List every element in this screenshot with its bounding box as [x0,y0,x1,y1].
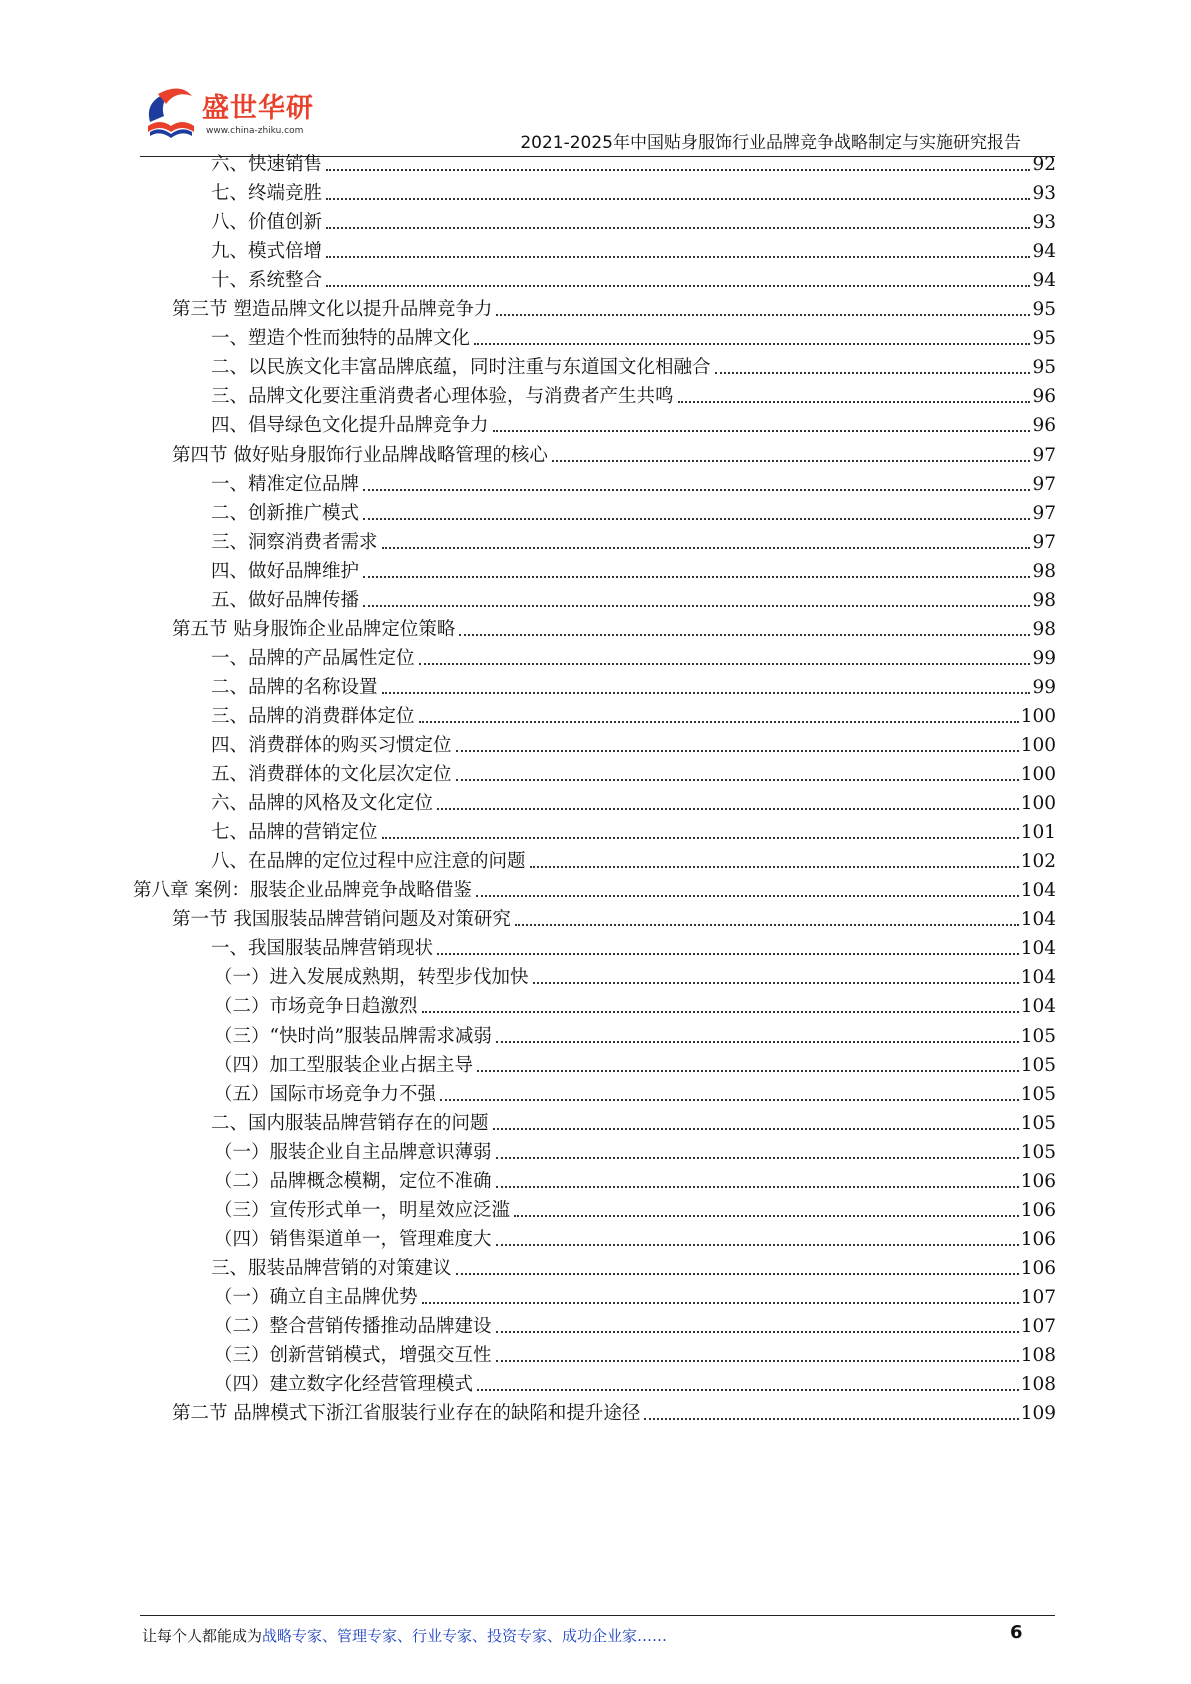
toc-entry-page: 100 [1020,764,1056,786]
toc-dot-leader [477,1389,1019,1391]
toc-dot-leader [419,721,1019,723]
toc-dot-leader [382,692,1031,694]
footer-slogan [142,1625,667,1646]
toc-entry[interactable] [214,1221,1056,1252]
toc-entry[interactable] [211,727,1056,758]
toc-dot-leader [477,1070,1019,1072]
toc-entry-page: 98 [1032,589,1056,611]
toc-entry-title: 二、品牌的名称设置 [211,676,378,698]
toc-entry-page: 105 [1020,1054,1056,1076]
toc-entry-page: 93 [1032,212,1056,234]
toc-entry-title: 三、品牌文化要注重消费者心理体验，与消费者产生共鸣 [211,386,674,408]
toc-entry-title: 第四节 做好贴身服饰行业品牌战略管理的核心 [172,444,548,466]
toc-entry[interactable] [214,1192,1056,1223]
toc-entry-title: （四）加工型服装企业占据主导 [214,1054,474,1076]
toc-entry-page: 94 [1032,270,1056,292]
book-swoosh-logo-icon [140,82,202,144]
toc-entry-title: 六、快速销售 [211,154,323,175]
toc-entry-title: 八、价值创新 [211,212,323,234]
toc-entry-page: 98 [1032,618,1056,640]
toc-entry-page: 95 [1032,357,1056,379]
toc-entry-page: 98 [1032,560,1056,582]
toc-entry-title: 一、我国服装品牌营销现状 [211,938,434,960]
toc-entry-page: 102 [1020,851,1056,873]
toc-entry[interactable] [214,1163,1056,1194]
toc-entry-title: 八、在品牌的定位过程中应注意的问题 [211,851,526,873]
toc-dot-leader [715,372,1031,374]
toc-dot-leader [382,837,1019,839]
toc-dot-leader [363,576,1030,578]
toc-entry-page: 109 [1020,1403,1056,1425]
toc-entry[interactable] [211,204,1056,235]
toc-entry-page: 95 [1032,328,1056,350]
toc-entry-page: 106 [1020,1257,1056,1279]
toc-entry[interactable] [211,262,1056,293]
toc-dot-leader [326,169,1030,171]
toc-entry-page: 104 [1020,880,1056,902]
toc-entry-page: 95 [1032,299,1056,321]
toc-entry-page: 104 [1020,967,1056,989]
toc-dot-leader [678,401,1031,403]
toc-entry-title: 四、倡导绿色文化提升品牌竞争力 [211,415,489,437]
toc-entry-page: 97 [1032,473,1056,495]
toc-dot-leader [326,256,1030,258]
toc-dot-leader [496,1244,1019,1246]
toc-entry[interactable] [214,1018,1056,1049]
toc-entry[interactable] [214,1279,1056,1310]
toc-entry-title: 五、做好品牌传播 [211,589,360,611]
brand-url: www.china-zhiku.com [206,126,304,136]
toc-entry-page: 104 [1020,909,1056,931]
toc-entry-page: 108 [1020,1345,1056,1367]
toc-dot-leader [552,460,1031,462]
toc-entry[interactable] [211,175,1056,206]
toc-entry-page: 99 [1032,676,1056,698]
toc-entry-title: （三）宣传形式单一，明星效应泛滥 [214,1199,511,1221]
toc-entry[interactable] [211,640,1056,671]
brand-logo [140,82,320,152]
toc-entry-page: 105 [1020,1083,1056,1105]
toc-entry-page: 105 [1020,1112,1056,1134]
toc-dot-leader [437,808,1019,810]
toc-dot-leader [496,1186,1019,1188]
toc-entry-title: 第一节 我国服装品牌营销问题及对策研究 [172,909,511,931]
toc-entry[interactable] [133,872,1056,903]
toc-entry-page: 107 [1020,1316,1056,1337]
toc-dot-leader [493,1128,1019,1130]
toc-dot-leader [326,285,1030,287]
toc-entry-title: 九、模式倍增 [211,241,323,263]
toc-entry-title: 五、消费群体的文化层次定位 [211,764,452,786]
toc-entry[interactable] [211,378,1056,409]
toc-entry-title: （三）“快时尚”服装品牌需求减弱 [214,1025,492,1047]
toc-dot-leader [496,314,1030,316]
toc-entry[interactable] [211,553,1056,584]
toc-entry-page: 99 [1032,647,1056,669]
toc-dot-leader [474,343,1030,345]
toc-entry-title: 一、精准定位品牌 [211,473,360,495]
toc-entry-title: 四、做好品牌维护 [211,560,360,582]
toc-entry-page: 97 [1032,444,1056,466]
toc-entry-title: （五）国际市场竞争力不强 [214,1083,437,1105]
toc-entry-title: （二）市场竞争日趋激烈 [214,996,418,1018]
toc-entry[interactable] [211,407,1056,438]
toc-entry[interactable] [211,1105,1056,1136]
toc-dot-leader [382,547,1031,549]
toc-entry-title: 第三节 塑造品牌文化以提升品牌竞争力 [172,299,493,321]
toc-entry-title: 二、创新推广模式 [211,502,360,524]
toc-entry-title: 三、服装品牌营销的对策建议 [211,1257,452,1279]
toc-entry[interactable] [211,320,1056,351]
toc-dot-leader [456,779,1019,781]
toc-entry[interactable] [211,524,1056,555]
toc-entry[interactable] [211,785,1056,816]
toc-entry[interactable] [172,437,1056,468]
toc-entry-title: （二）品牌概念模糊，定位不准确 [214,1170,492,1192]
toc-entry[interactable] [211,698,1056,729]
toc-entry-title: 十、系统整合 [211,270,323,292]
toc-dot-leader [326,227,1030,229]
toc-entry-title: （一）进入发展成熟期，转型步伐加快 [214,967,529,989]
toc-dot-leader [363,605,1030,607]
toc-entry[interactable] [211,146,1056,177]
toc-entry-page: 100 [1020,793,1056,815]
toc-entry-page: 96 [1032,415,1056,437]
toc-entry-page: 105 [1020,1141,1056,1163]
page-number: 6 [1010,1622,1023,1643]
toc-entry-title: 第八章 案例：服装企业品牌竞争战略借鉴 [133,880,472,902]
toc-dot-leader [363,518,1030,520]
toc-dot-leader [437,953,1019,955]
toc-entry-page: 101 [1020,822,1056,844]
toc-entry[interactable] [211,1250,1056,1281]
toc-entry-page: 100 [1020,705,1056,727]
toc-dot-leader [515,924,1019,926]
toc-dot-leader [496,1041,1019,1043]
toc-entry[interactable] [211,756,1056,787]
toc-dot-leader [456,750,1019,752]
toc-entry-title: （四）建立数字化经营管理模式 [214,1374,474,1396]
toc-entry[interactable] [214,1308,1056,1339]
toc-entry[interactable] [211,495,1056,526]
toc-dot-leader [440,1099,1019,1101]
toc-dot-leader [533,982,1019,984]
toc-entry-title: 第五节 贴身服饰企业品牌定位策略 [172,618,456,640]
toc-entry[interactable] [172,901,1056,932]
toc-entry-title: 六、品牌的风格及文化定位 [211,793,434,815]
toc-entry-title: 三、洞察消费者需求 [211,531,378,553]
slogan-prefix: 让每个人都能成为 [142,1627,263,1645]
toc-dot-leader [530,866,1019,868]
toc-dot-leader [419,663,1031,665]
toc-dot-leader [326,198,1030,200]
toc-dot-leader [493,430,1031,432]
toc-entry-title: 一、塑造个性而独特的品牌文化 [211,328,471,350]
toc-entry-page: 106 [1020,1228,1056,1250]
toc-entry-title: （一）确立自主品牌优势 [214,1286,418,1308]
page-header [0,0,1191,160]
toc-dot-leader [496,1360,1019,1362]
toc-dot-leader [496,1157,1019,1159]
toc-entry[interactable] [211,349,1056,380]
toc-entry-page: 93 [1032,183,1056,205]
toc-entry-page: 107 [1020,1286,1056,1308]
toc-entry-page: 92 [1032,154,1056,175]
toc-entry-page: 96 [1032,386,1056,408]
toc-entry-title: 三、品牌的消费群体定位 [211,705,415,727]
toc-entry[interactable] [172,1395,1056,1426]
toc-dot-leader [456,1273,1019,1275]
toc-entry[interactable] [214,1337,1056,1368]
toc-entry[interactable] [211,843,1056,874]
toc-dot-leader [644,1418,1018,1420]
toc-entry-title: （三）创新营销模式，增强交互性 [214,1345,492,1367]
toc-entry-title: 第二节 品牌模式下浙江省服装行业存在的缺陷和提升途径 [172,1403,641,1425]
toc-entry-title: 七、终端竞胜 [211,183,323,205]
toc-entry[interactable] [172,291,1056,322]
toc-entry-page: 105 [1020,1025,1056,1047]
toc-dot-leader [496,1331,1019,1333]
toc-entry-page: 97 [1032,502,1056,524]
toc-entry[interactable] [214,988,1056,1019]
toc-entry-page: 100 [1020,735,1056,756]
toc-entry-title: （四）销售渠道单一，管理难度大 [214,1228,492,1250]
toc-entry-title: 二、以民族文化丰富品牌底蕴，同时注重与东道国文化相融合 [211,357,711,379]
toc-dot-leader [459,634,1030,636]
toc-entry-title: 七、品牌的营销定位 [211,822,378,844]
report-title: 2021-2025年中国贴身服饰行业品牌竞争战略制定与实施研究报告 [520,133,1021,153]
toc-entry[interactable] [211,930,1056,961]
footer-divider [140,1615,1055,1616]
toc-entry-page: 106 [1020,1170,1056,1192]
toc-entry-title: 一、品牌的产品属性定位 [211,647,415,669]
toc-entry-page: 104 [1020,996,1056,1018]
toc-entry[interactable] [211,466,1056,497]
toc-entry[interactable] [172,611,1056,642]
toc-entry-title: （二）整合营销传播推动品牌建设 [214,1316,492,1337]
toc-dot-leader [422,1302,1019,1304]
brand-name: 盛世华研 [202,93,314,124]
toc-entry[interactable] [214,1366,1056,1397]
toc-dot-leader [363,489,1030,491]
toc-entry-title: 四、消费群体的购买习惯定位 [211,735,452,756]
toc-entry-title: 二、国内服装品牌营销存在的问题 [211,1112,489,1134]
toc-entry[interactable] [211,233,1056,264]
toc-entry-page: 104 [1020,938,1056,960]
toc-entry[interactable] [214,1047,1056,1078]
toc-entry[interactable] [211,582,1056,613]
toc-dot-leader [514,1215,1019,1217]
toc-entry[interactable] [211,669,1056,700]
toc-entry-page: 97 [1032,531,1056,553]
toc-entry-title: （一）服装企业自主品牌意识薄弱 [214,1141,492,1163]
toc-entry[interactable] [214,959,1056,990]
slogan-highlight: 战略专家、管理专家、行业专家、投资专家、成功企业家…… [262,1627,668,1645]
toc-dot-leader [476,895,1019,897]
toc-entry[interactable] [214,1134,1056,1165]
toc-dot-leader [422,1011,1019,1013]
toc-entry-page: 106 [1020,1199,1056,1221]
toc-entry-page: 94 [1032,241,1056,263]
toc-entry[interactable] [211,814,1056,845]
toc-entry[interactable] [214,1076,1056,1107]
toc-entry-page: 108 [1020,1374,1056,1396]
